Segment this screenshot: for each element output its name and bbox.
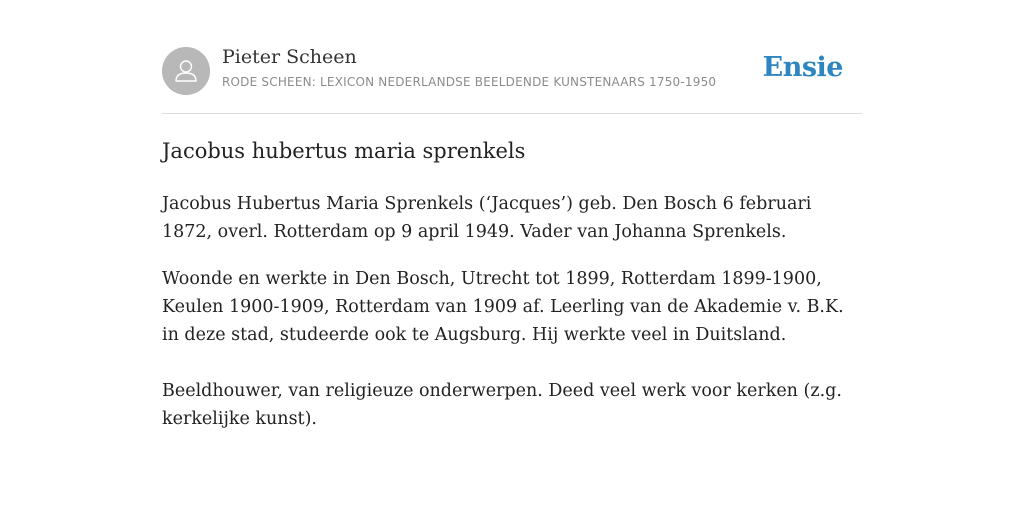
source-lexicon[interactable]: RODE SCHEEN: LEXICON NEDERLANDSE BEELDENDE KUNSTENAARS 1750-1950 xyxy=(222,75,717,89)
article-title: Jacobus hubertus maria sprenkels xyxy=(162,139,526,163)
ensie-logo[interactable]: Ensie xyxy=(762,52,843,83)
author-avatar[interactable] xyxy=(162,47,210,95)
paragraph-work: Beeldhouwer, van religieuze onderwerpen. Deed veel werk voor kerken (z.g. kerkelijke kunst). xyxy=(162,381,842,429)
paragraph-career: Woonde en werkte in Den Bosch, Utrecht tot 1899, Rotterdam 1899-1900, Keulen 1900-1909, Rotterdam van 1909 af. Leerling van de Akademie v. B.K. in deze stad, studeerde ook te Augsburg. Hij werkte veel in Duitsland. xyxy=(162,269,844,345)
author-name[interactable]: Pieter Scheen xyxy=(222,46,357,68)
article-body xyxy=(162,190,862,452)
user-silhouette-icon xyxy=(162,47,210,95)
paragraph-biography: Jacobus Hubertus Maria Sprenkels (‘Jacques’) geb. Den Bosch 6 februari 1872, overl. Rotterdam op 9 april 1949. Vader van Johanna Sprenkels. xyxy=(162,194,812,242)
article-header xyxy=(162,0,862,114)
article-card xyxy=(162,0,862,429)
